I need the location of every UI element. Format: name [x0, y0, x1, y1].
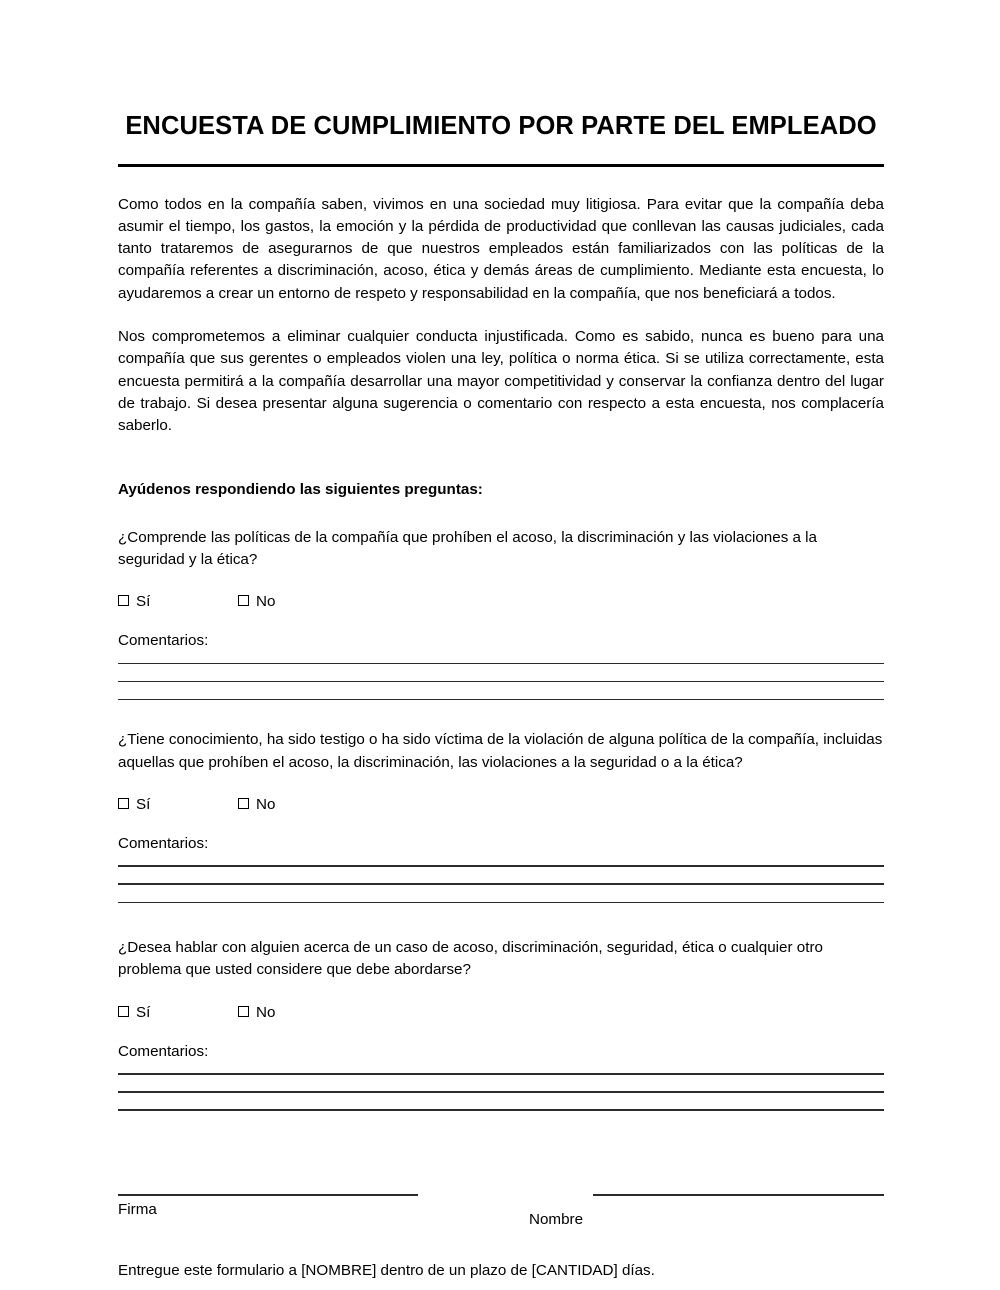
- signature-caption: Firma: [118, 1200, 157, 1218]
- answer-choices-1: [118, 593, 884, 611]
- choice-no-1[interactable]: [238, 593, 275, 611]
- signature-area: [118, 1194, 884, 1240]
- name-caption: Nombre: [529, 1210, 584, 1228]
- signature-line[interactable]: [118, 1194, 418, 1196]
- comment-write-line[interactable]: [118, 1091, 884, 1093]
- choice-yes-2[interactable]: [118, 796, 238, 814]
- comment-write-line[interactable]: [118, 699, 884, 701]
- footer-instruction: Entregue este formulario a [NOMBRE] dentro de un plazo de [CANTIDAD] días.: [118, 1261, 655, 1279]
- question-text-3: ¿Desea hablar con alguien acerca de un caso de acoso, discriminación, seguridad, ética o cualquier otro problema que usted considere que debe abordarse?: [118, 939, 823, 979]
- choice-yes-3[interactable]: [118, 1004, 238, 1022]
- checkbox-icon[interactable]: [118, 798, 129, 809]
- comment-write-line[interactable]: [118, 1073, 884, 1075]
- comment-lines-2[interactable]: [118, 865, 884, 903]
- signature-field[interactable]: [118, 1194, 418, 1219]
- comment-write-line[interactable]: [118, 663, 884, 665]
- comments-label-1: Comentarios:: [118, 632, 209, 650]
- checkbox-icon[interactable]: [238, 1006, 249, 1017]
- choice-yes-label-1: Sí: [136, 593, 151, 611]
- intro-paragraph-1: Como todos en la compañía saben, vivimos en una sociedad muy litigiosa. Para evitar que la compañía deba asumir el tiempo, los gastos, la emoción y la pérdida de productividad que conllevan las causas judiciales, cada tanto trataremos de asegurarnos de que nuestros empleados están familiarizados con las políticas de la compañía referentes a discriminación, acoso, ética y demás áreas de cumplimiento. Mediante esta encuesta, lo ayudaremos a crear un entorno de respeto y responsabilidad en la compañía, que nos beneficiará a todos.: [118, 195, 884, 302]
- question-text-2: ¿Tiene conocimiento, ha sido testigo o ha sido víctima de la violación de alguna política de la compañía, incluidas aquellas que prohíben el acoso, la discriminación, las violaciones a la seguridad o a la ética?: [118, 731, 883, 771]
- checkbox-icon[interactable]: [118, 595, 129, 606]
- page-title: ENCUESTA DE CUMPLIMIENTO POR PARTE DEL EMPLEADO: [125, 112, 877, 140]
- comment-write-line[interactable]: [118, 1109, 884, 1111]
- answer-choices-2: [118, 796, 884, 814]
- comment-write-line[interactable]: [118, 681, 884, 683]
- comment-write-line[interactable]: [118, 865, 884, 867]
- comment-lines-3[interactable]: [118, 1073, 884, 1111]
- choice-no-3[interactable]: [238, 1004, 275, 1022]
- document-content: [118, 0, 884, 1282]
- question-block-3: [118, 937, 884, 1111]
- choice-no-2[interactable]: [238, 796, 275, 814]
- checkbox-icon[interactable]: [118, 1006, 129, 1017]
- answer-choices-3: [118, 1004, 884, 1022]
- choice-no-label-2: No: [256, 795, 276, 813]
- section-heading: Ayúdenos respondiendo las siguientes preguntas:: [118, 481, 483, 499]
- comments-label-2: Comentarios:: [118, 835, 209, 853]
- title-divider: [118, 164, 884, 167]
- question-block-1: [118, 527, 884, 701]
- question-block-2: [118, 729, 884, 903]
- comment-write-line[interactable]: [118, 902, 884, 904]
- name-field[interactable]: [529, 1194, 884, 1228]
- choice-yes-label-2: Sí: [136, 795, 151, 813]
- name-line[interactable]: [593, 1194, 884, 1196]
- choice-yes-1[interactable]: [118, 593, 238, 611]
- choice-yes-label-3: Sí: [136, 1003, 151, 1021]
- choice-no-label-1: No: [256, 593, 276, 611]
- checkbox-icon[interactable]: [238, 595, 249, 606]
- comment-lines-1[interactable]: [118, 663, 884, 701]
- question-text-1: ¿Comprende las políticas de la compañía que prohíben el acoso, la discriminación y las violaciones a la seguridad y la ética?: [118, 528, 818, 568]
- intro-paragraph-2: Nos comprometemos a eliminar cualquier conducta injustificada. Como es sabido, nunca es bueno para una compañía que sus gerentes o empleados violen una ley, política o norma ética. Si se utiliza correctamente, esta encuesta permitirá a la compañía desarrollar una mayor competitividad y conservar la confianza dentro del lugar de trabajo. Si desea presentar alguna sugerencia o comentario con respecto a esta encuesta, nos complacería saberlo.: [118, 327, 884, 435]
- comments-label-3: Comentarios:: [118, 1042, 209, 1060]
- choice-no-label-3: No: [256, 1003, 276, 1021]
- comment-write-line[interactable]: [118, 883, 884, 885]
- checkbox-icon[interactable]: [238, 798, 249, 809]
